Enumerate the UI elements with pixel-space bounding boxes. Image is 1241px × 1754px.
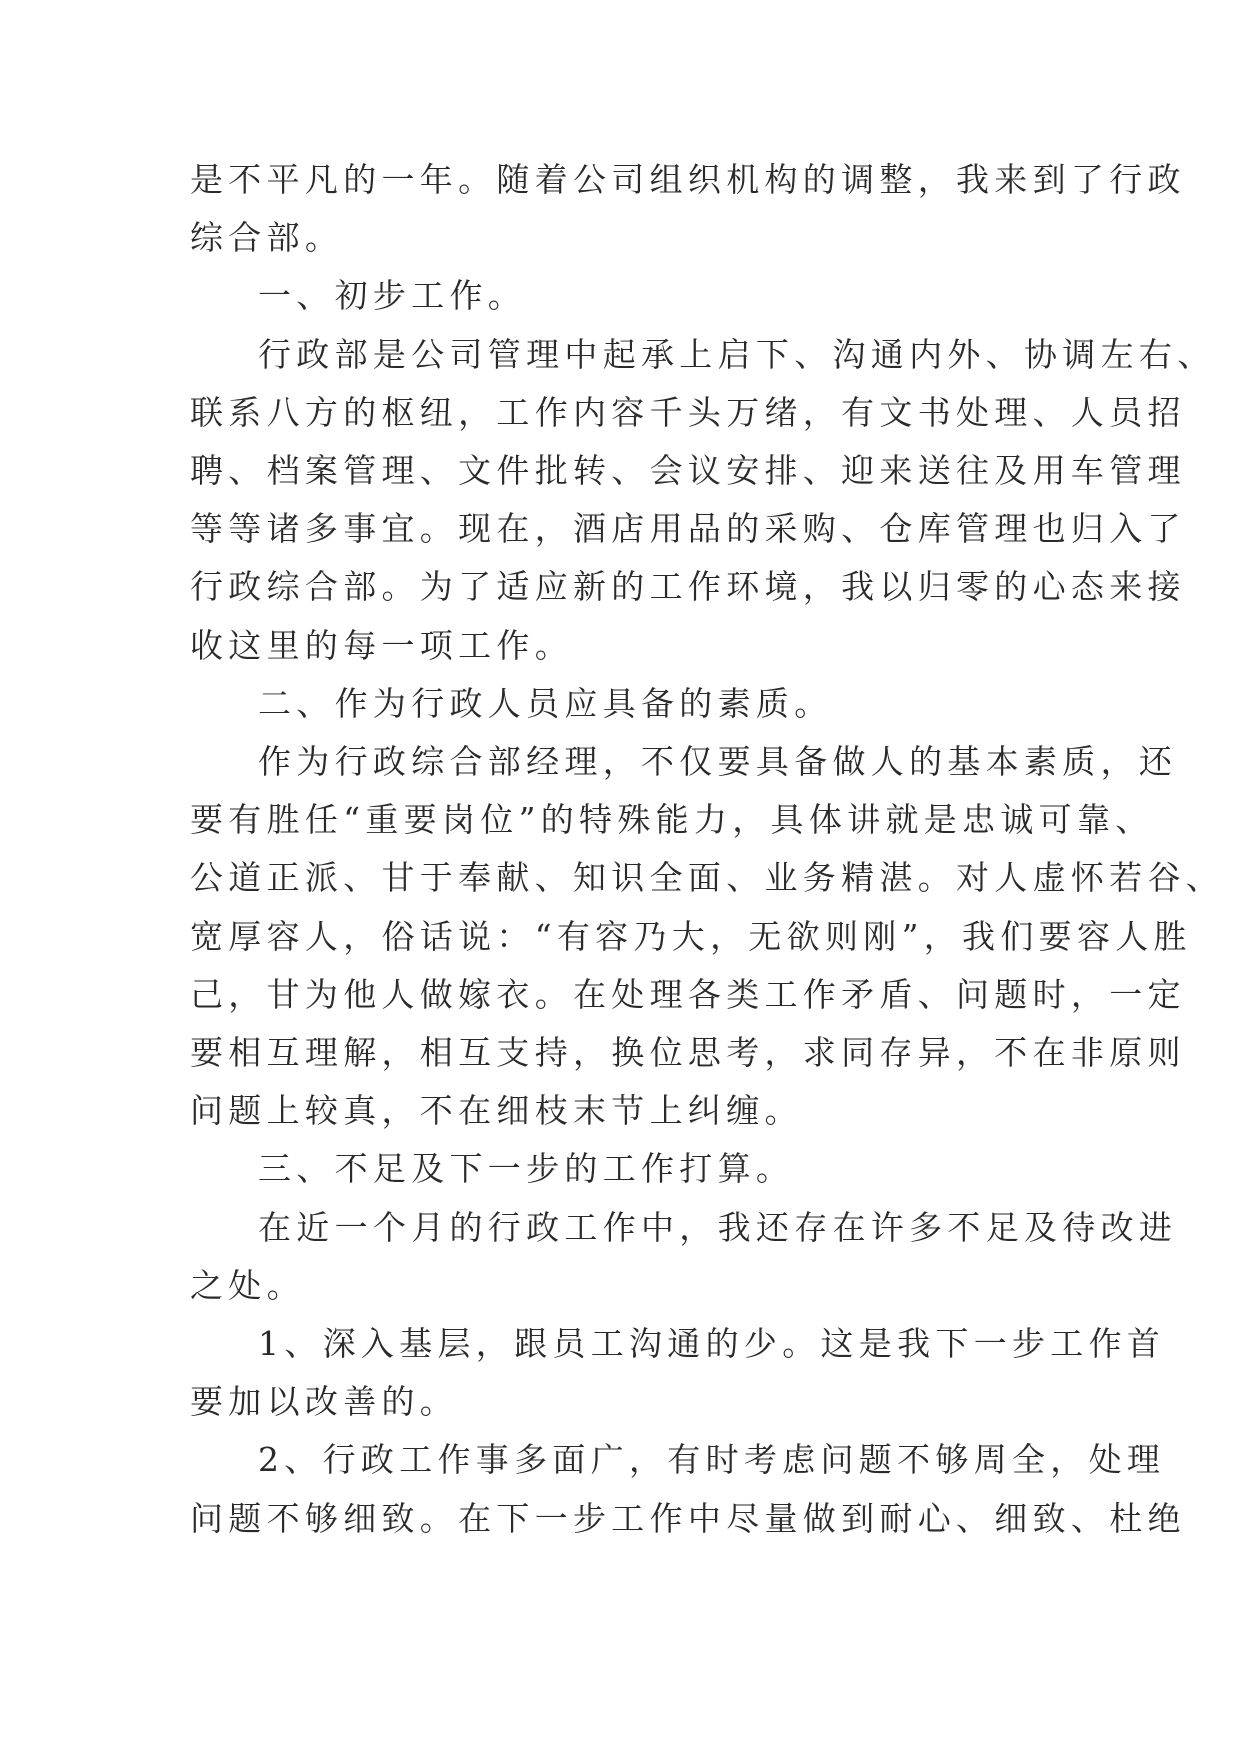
text-line: 行政部是公司管理中起承上启下、沟通内外、协调左右、 xyxy=(258,334,1216,374)
paragraph-admin-department xyxy=(190,326,1216,675)
text-line: 问题上较真，不在细枝末节上纠缠。 xyxy=(190,1091,803,1131)
section-heading-qualities xyxy=(190,675,1050,733)
section-heading-shortcomings xyxy=(190,1140,1050,1198)
text-line: 在近一个月的行政工作中，我还存在许多不足及待改进 xyxy=(258,1207,1178,1247)
text-line: 收这里的每一项工作。 xyxy=(190,625,573,665)
text-line: 要加以改善的。 xyxy=(190,1382,459,1422)
text-line: 宽厚容人，俗话说：“有容乃大，无欲则刚”，我们要容人胜 xyxy=(190,916,1192,956)
text-line: 己，甘为他人做嫁衣。在处理各类工作矛盾、问题时，一定 xyxy=(190,974,1186,1014)
list-item-1 xyxy=(190,1315,1166,1431)
text-line: 一、初步工作。 xyxy=(258,276,527,316)
text-line: 作为行政综合部经理，不仅要具备做人的基本素质，还 xyxy=(258,742,1178,782)
text-line: 联系八方的枢纽，工作内容千头万绪，有文书处理、人员招 xyxy=(190,392,1186,432)
text-line: 2、行政工作事多面广，有时考虑问题不够周全，处理 xyxy=(258,1440,1166,1480)
paragraph-intro xyxy=(190,151,1186,267)
text-line: 行政综合部。为了适应新的工作环境，我以归零的心态来接 xyxy=(190,567,1186,607)
document-body xyxy=(190,151,1225,1548)
text-line: 聘、档案管理、文件批转、会议安排、迎来送往及用车管理 xyxy=(190,451,1186,491)
text-line: 等等诸多事宜。现在，酒店用品的采购、仓库管理也归入了 xyxy=(190,509,1186,549)
text-line: 是不平凡的一年。随着公司组织机构的调整，我来到了行政 xyxy=(190,160,1186,199)
text-line: 综合部。 xyxy=(190,218,344,258)
text-line: 问题不够细致。在下一步工作中尽量做到耐心、细致、杜绝 xyxy=(190,1498,1186,1538)
paragraph-qualities xyxy=(190,733,1225,1140)
text-line: 1、深入基层，跟员工沟通的少。这是我下一步工作首 xyxy=(258,1324,1166,1364)
text-line: 三、不足及下一步的工作打算。 xyxy=(258,1149,795,1189)
text-line: 要相互理解，相互支持，换位思考，求同存异，不在非原则 xyxy=(190,1033,1186,1073)
text-line: 要有胜任“重要岗位”的特殊能力，具体讲就是忠诚可靠、 xyxy=(190,800,1154,840)
text-line: 之处。 xyxy=(190,1265,305,1305)
paragraph-shortcomings xyxy=(190,1199,1178,1315)
section-heading-initial-work xyxy=(190,267,1050,325)
list-item-2 xyxy=(190,1431,1186,1547)
text-line: 公道正派、甘于奉献、知识全面、业务精湛。对人虚怀若谷、 xyxy=(190,858,1225,898)
text-line: 二、作为行政人员应具备的素质。 xyxy=(258,683,833,723)
